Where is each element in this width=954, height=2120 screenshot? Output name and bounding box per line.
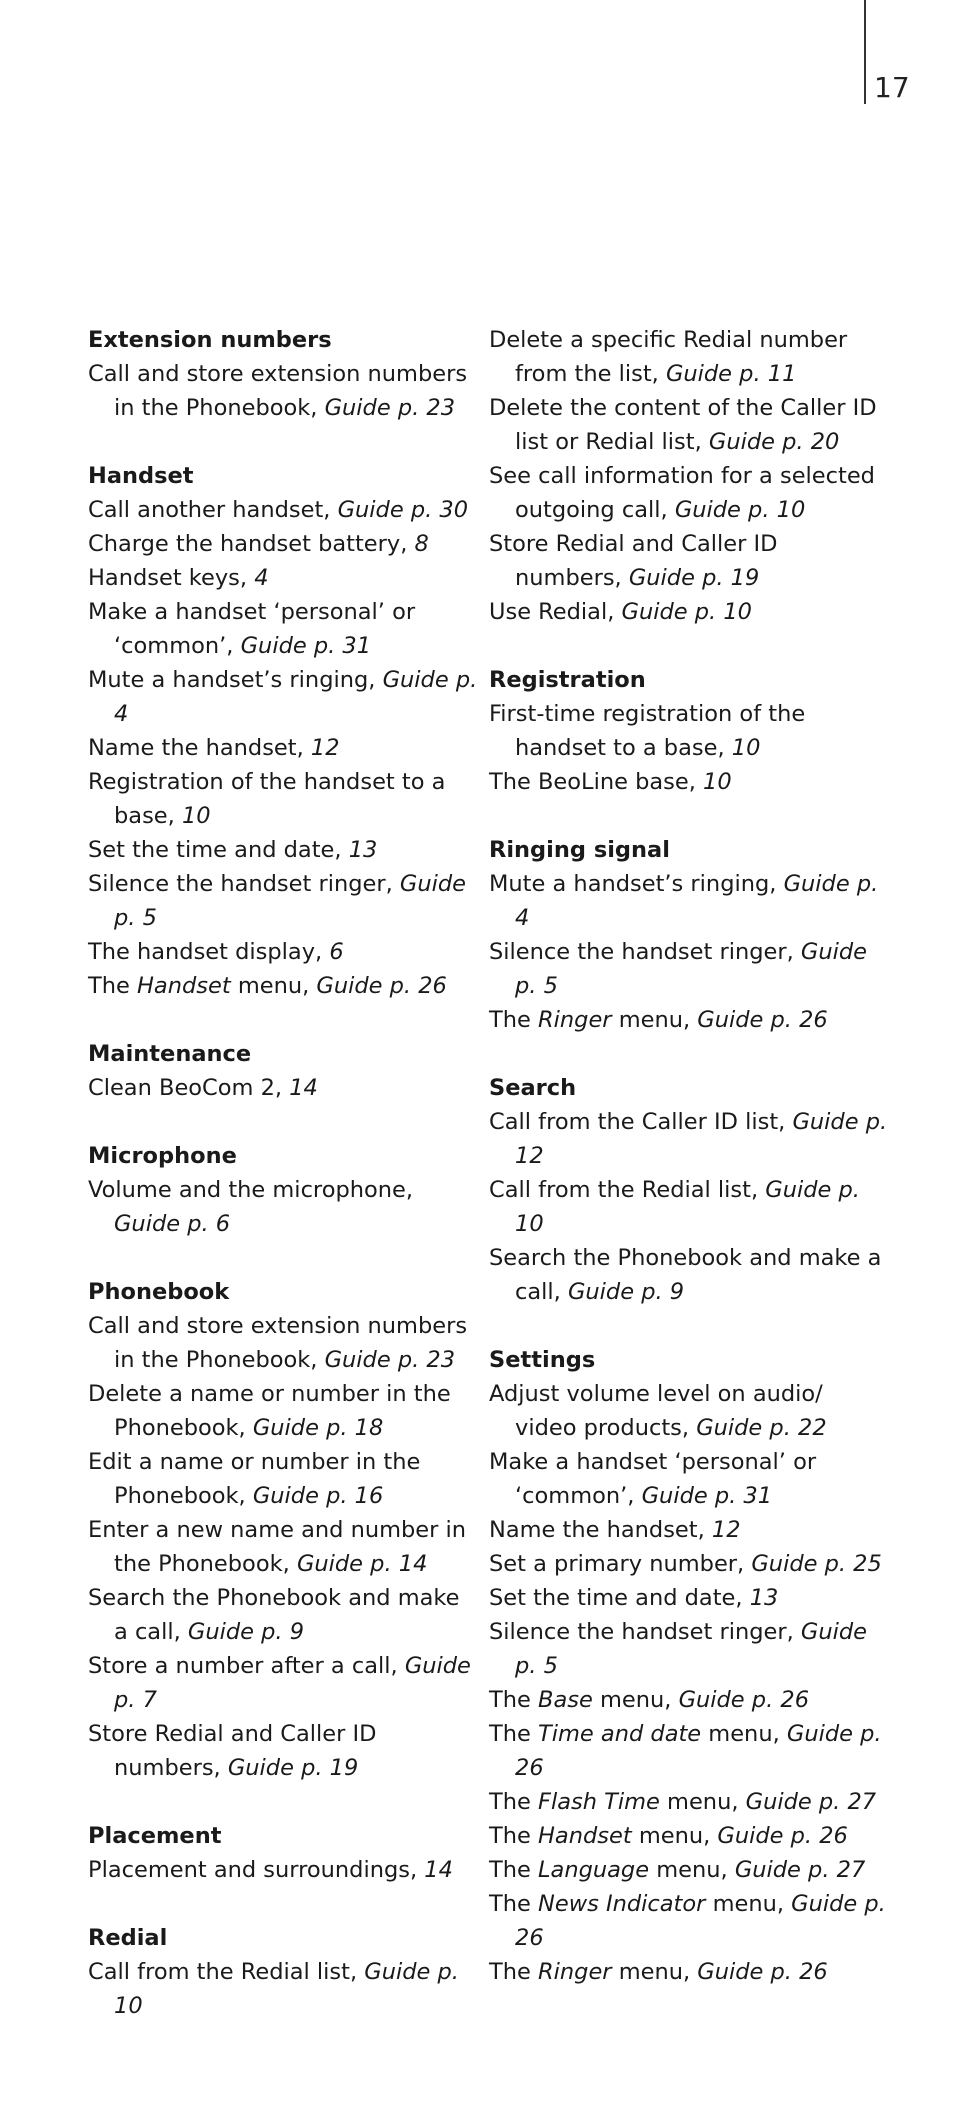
index-entry — [489, 527, 889, 595]
index-entry — [489, 323, 889, 391]
section-heading: Ringing signal — [489, 837, 670, 863]
entry-text: Call from the Caller ID list, — [489, 1109, 786, 1135]
index-section — [88, 459, 478, 1003]
entry-menu-name: Ringer — [538, 1959, 612, 1985]
entry-text: Set the time and date, — [489, 1585, 743, 1611]
entry-page-ref: Guide p. 23 — [324, 1347, 456, 1373]
entry-page-ref: Guide p. 27 — [745, 1789, 877, 1815]
index-entry — [88, 867, 478, 935]
section-heading: Extension numbers — [88, 327, 332, 353]
index-entry — [489, 1173, 889, 1241]
section-heading: Phonebook — [88, 1279, 230, 1305]
entry-page-ref: 12 — [711, 1517, 741, 1543]
page-number: 17 — [874, 71, 910, 104]
entry-text: Mute a handset’s ringing, — [88, 667, 376, 693]
index-column-left — [88, 323, 478, 2057]
entry-text: menu, — [599, 1687, 672, 1713]
index-entry — [88, 1717, 478, 1785]
entry-prefix: The — [489, 1959, 531, 1985]
index-entry — [88, 527, 478, 561]
entry-prefix: The — [88, 973, 130, 999]
entry-page-ref: Guide p. 26 — [697, 1007, 828, 1033]
entry-page-ref: Guide p. 18 — [252, 1415, 384, 1441]
entry-page-ref: Guide p. 30 — [337, 497, 469, 523]
index-entry — [88, 357, 478, 425]
index-entry — [489, 1547, 889, 1581]
entry-text: Search the Phonebook and make a call, — [88, 1585, 460, 1645]
entry-text: Use Redial, — [489, 599, 615, 625]
entry-prefix: The — [489, 1891, 531, 1917]
entry-prefix: The — [489, 1857, 531, 1883]
entry-page-ref: Guide p. 31 — [240, 633, 372, 659]
entry-text: Call and store extension numbers in the Phonebook, — [88, 1313, 468, 1373]
index-entry — [489, 1003, 889, 1037]
index-entry — [489, 1241, 889, 1309]
margin-rule — [864, 0, 866, 104]
entry-text: Edit a name or number in the Phonebook, — [88, 1449, 421, 1509]
entry-text: Mute a handset’s ringing, — [489, 871, 777, 897]
index-entry — [88, 731, 478, 765]
entry-text: Registration of the handset to a base, — [88, 769, 446, 829]
index-entry — [88, 969, 478, 1003]
entry-menu-name: Time and date — [538, 1721, 702, 1747]
index-entry — [88, 1853, 478, 1887]
entry-page-ref: Guide p. 9 — [187, 1619, 305, 1645]
index-entry — [489, 391, 889, 459]
entry-page-ref: Guide p. 10 — [114, 1959, 459, 2019]
entry-page-ref: Guide p. 4 — [515, 871, 879, 931]
index-entry — [88, 1581, 478, 1649]
entry-text: Make a handset ‘personal’ or ‘common’, — [489, 1449, 817, 1509]
entry-text: Set the time and date, — [88, 837, 342, 863]
entry-menu-name: Flash Time — [538, 1789, 660, 1815]
entry-page-ref: Guide p. 26 — [515, 1721, 882, 1781]
entry-text: Delete the content of the Caller ID list or Redial list, — [489, 395, 877, 455]
entry-menu-name: Ringer — [538, 1007, 612, 1033]
entry-text: menu, — [618, 1007, 691, 1033]
index-entry — [489, 935, 889, 1003]
entry-page-ref: Guide p. 12 — [515, 1109, 888, 1169]
entry-text: Enter a new name and number in the Phonebook, — [88, 1517, 467, 1577]
index-entry — [489, 459, 889, 527]
index-entry — [489, 595, 889, 629]
entry-text: Silence the handset ringer, — [489, 939, 794, 965]
entry-page-ref: Guide p. 26 — [316, 973, 447, 999]
entry-text: The handset display, — [88, 939, 323, 965]
index-entry — [88, 663, 478, 731]
entry-page-ref: Guide p. 5 — [515, 1619, 867, 1679]
section-heading: Registration — [489, 667, 646, 693]
entry-page-ref: Guide p. 31 — [641, 1483, 773, 1509]
index-entry — [88, 935, 478, 969]
entry-page-ref: Guide p. 6 — [114, 1211, 231, 1237]
entry-menu-name: Base — [538, 1687, 593, 1713]
entry-page-ref: Guide p. 26 — [515, 1891, 886, 1951]
entry-text: menu, — [667, 1789, 739, 1815]
index-entry — [489, 1853, 889, 1887]
entry-page-ref: 14 — [289, 1075, 318, 1101]
index-entry — [489, 1445, 889, 1513]
index-section — [489, 323, 889, 629]
index-section — [88, 1139, 478, 1241]
section-heading: Search — [489, 1075, 577, 1101]
entry-text: Call another handset, — [88, 497, 331, 523]
entry-text: menu, — [237, 973, 310, 999]
entry-prefix: The — [489, 1007, 531, 1033]
entry-page-ref: Guide p. 26 — [717, 1823, 848, 1849]
entry-page-ref: Guide p. 7 — [114, 1653, 471, 1713]
entry-prefix: The — [489, 1721, 531, 1747]
entry-page-ref: 8 — [414, 531, 429, 557]
entry-page-ref: 10 — [703, 769, 732, 795]
index-entry — [489, 1105, 889, 1173]
entry-page-ref: Guide p. 5 — [515, 939, 867, 999]
index-entry — [88, 1649, 478, 1717]
index-entry — [88, 1309, 478, 1377]
entry-text: Volume and the microphone, — [88, 1177, 414, 1203]
entry-text: Name the handset, — [88, 735, 304, 761]
index-section — [88, 1921, 478, 2023]
index-entry — [489, 1581, 889, 1615]
entry-page-ref: Guide p. 26 — [697, 1959, 828, 1985]
entry-page-ref: Guide p. 14 — [296, 1551, 428, 1577]
entry-text: See call information for a selected outgoing call, — [489, 463, 875, 523]
index-entry — [489, 765, 889, 799]
index-section — [489, 1071, 889, 1309]
entry-menu-name: Language — [538, 1857, 650, 1883]
entry-text: Charge the handset battery, — [88, 531, 408, 557]
index-entry — [88, 833, 478, 867]
index-entry — [88, 595, 478, 663]
entry-page-ref: 10 — [181, 803, 211, 829]
entry-page-ref: Guide p. 11 — [665, 361, 797, 387]
entry-text: The BeoLine base, — [489, 769, 696, 795]
entry-text: Placement and surroundings, — [88, 1857, 418, 1883]
entry-page-ref: Guide p. 16 — [252, 1483, 384, 1509]
section-heading: Microphone — [88, 1143, 237, 1169]
index-entry — [88, 1955, 478, 2023]
entry-text: Store Redial and Caller ID numbers, — [88, 1721, 377, 1781]
index-entry — [88, 561, 478, 595]
entry-text: Clean BeoCom 2, — [88, 1075, 283, 1101]
entry-text: Silence the handset ringer, — [88, 871, 393, 897]
index-section — [88, 1037, 478, 1105]
entry-text: menu, — [618, 1959, 691, 1985]
entry-page-ref: Guide p. 19 — [628, 565, 760, 591]
entry-prefix: The — [489, 1789, 531, 1815]
entry-page-ref: Guide p. 20 — [708, 429, 840, 455]
entry-text: Call from the Redial list, — [88, 1959, 358, 1985]
entry-text: First-time registration of the handset to a base, — [489, 701, 806, 761]
entry-page-ref: Guide p. 19 — [227, 1755, 359, 1781]
index-entry — [489, 1887, 889, 1955]
entry-text: Search the Phonebook and make a call, — [489, 1245, 882, 1305]
entry-text: Name the handset, — [489, 1517, 705, 1543]
entry-page-ref: Guide p. 26 — [678, 1687, 810, 1713]
index-section — [88, 1275, 478, 1785]
entry-prefix: The — [489, 1687, 531, 1713]
section-heading: Redial — [88, 1925, 168, 1951]
index-entry — [489, 1819, 889, 1853]
entry-page-ref: 12 — [310, 735, 340, 761]
entry-page-ref: 6 — [329, 939, 344, 965]
entry-page-ref: Guide p. 25 — [751, 1551, 882, 1577]
entry-page-ref: Guide p. 27 — [734, 1857, 866, 1883]
entry-page-ref: Guide p. 4 — [114, 667, 478, 727]
entry-text: Call from the Redial list, — [489, 1177, 759, 1203]
entry-text: Adjust volume level on audio/ video products, — [489, 1381, 823, 1441]
index-entry — [88, 1445, 478, 1513]
entry-text: Make a handset ‘personal’ or ‘common’, — [88, 599, 416, 659]
entry-page-ref: 13 — [749, 1585, 779, 1611]
entry-text: Delete a name or number in the Phonebook, — [88, 1381, 451, 1441]
entry-text: Call and store extension numbers in the Phonebook, — [88, 361, 468, 421]
entry-page-ref: Guide p. 10 — [515, 1177, 860, 1237]
section-heading: Settings — [489, 1347, 596, 1373]
entry-page-ref: 10 — [731, 735, 761, 761]
entry-page-ref: Guide p. 23 — [324, 395, 456, 421]
entry-text: Silence the handset ringer, — [489, 1619, 794, 1645]
index-section — [489, 833, 889, 1037]
entry-page-ref: Guide p. 22 — [696, 1415, 827, 1441]
entry-page-ref: 14 — [424, 1857, 453, 1883]
entry-menu-name: News Indicator — [538, 1891, 706, 1917]
entry-page-ref: Guide p. 9 — [567, 1279, 685, 1305]
index-entry — [88, 1377, 478, 1445]
index-entry — [88, 493, 478, 527]
entry-text: menu, — [712, 1891, 784, 1917]
index-section — [88, 323, 478, 425]
index-entry — [489, 1785, 889, 1819]
index-entry — [88, 1173, 478, 1241]
entry-text: Store a number after a call, — [88, 1653, 398, 1679]
index-entry — [489, 697, 889, 765]
entry-text: menu, — [638, 1823, 711, 1849]
section-heading: Handset — [88, 463, 194, 489]
entry-page-ref: Guide p. 10 — [621, 599, 752, 625]
index-entry — [489, 1683, 889, 1717]
entry-menu-name: Handset — [137, 973, 231, 999]
index-section — [88, 1819, 478, 1887]
index-entry — [489, 1377, 889, 1445]
entry-page-ref: 13 — [348, 837, 378, 863]
index-section — [489, 1343, 889, 1989]
index-entry — [88, 1513, 478, 1581]
entry-page-ref: 4 — [254, 565, 269, 591]
entry-page-ref: Guide p. 10 — [674, 497, 806, 523]
entry-text: Store Redial and Caller ID numbers, — [489, 531, 778, 591]
index-column-right — [489, 323, 889, 2023]
section-heading: Placement — [88, 1823, 222, 1849]
index-entry — [489, 1717, 889, 1785]
entry-page-ref: Guide p. 5 — [114, 871, 466, 931]
entry-text: Set a primary number, — [489, 1551, 745, 1577]
index-section — [489, 663, 889, 799]
entry-text: menu, — [656, 1857, 728, 1883]
index-entry — [88, 1071, 478, 1105]
index-entry — [489, 1615, 889, 1683]
index-entry — [489, 1513, 889, 1547]
entry-prefix: The — [489, 1823, 531, 1849]
index-entry — [489, 867, 889, 935]
index-entry — [88, 765, 478, 833]
index-entry — [489, 1955, 889, 1989]
entry-text: Delete a specific Redial number from the list, — [489, 327, 848, 387]
entry-text: Handset keys, — [88, 565, 248, 591]
section-heading: Maintenance — [88, 1041, 252, 1067]
entry-text: menu, — [708, 1721, 780, 1747]
entry-menu-name: Handset — [538, 1823, 632, 1849]
